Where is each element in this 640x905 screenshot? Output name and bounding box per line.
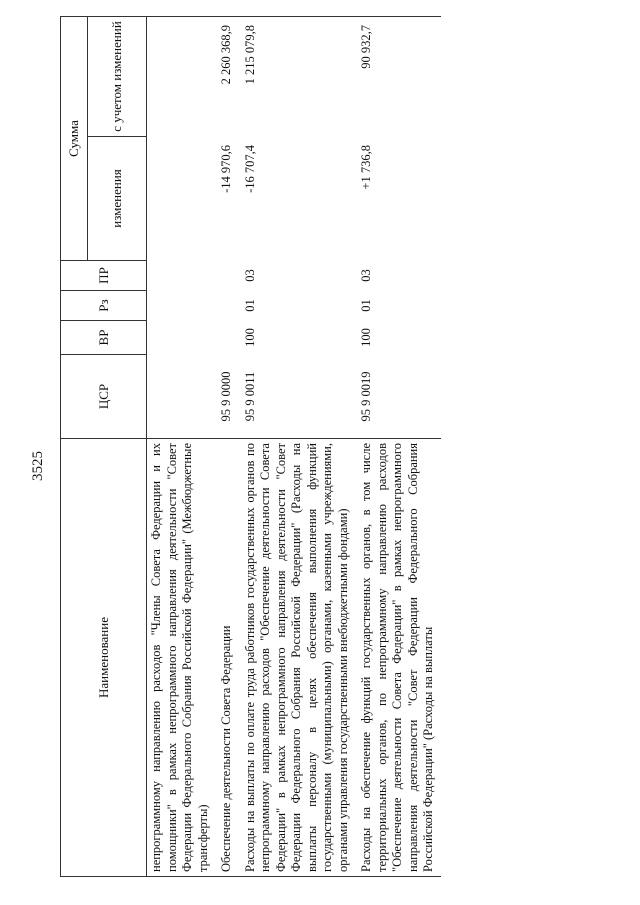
row-csr: 95 9 0000 [219,371,233,422]
row-change [147,137,216,261]
row-name: Обеспечение деятельности Совета Федерации [215,439,239,877]
header-sum: Сумма [61,17,88,261]
header-vr: ВР [61,321,147,355]
row-rz [215,291,239,321]
row-change: -14 970,6 [219,145,233,193]
row-csr [147,355,216,439]
row-pr [215,261,239,291]
budget-table [60,16,441,877]
row-rz: 01 [359,299,373,312]
row-rz [147,291,216,321]
row-csr: 95 9 0019 [359,371,373,422]
row-total [147,17,216,137]
page-number: 3525 [30,451,46,481]
row-pr: 03 [359,269,373,282]
header-changes: изменения [88,137,147,261]
row-total: 2 260 368,9 [215,17,239,137]
row-vr [147,321,216,355]
row-name: Расходы на обеспечение функций государственных органов, в том числе территориальных органов, по непрограммному направлению расходов "Обеспечение деятельности Совета Федерации" в рамках непрограммного направления деятельности "Совет Федерации Федерального Собрания Российской Федерации" (Расходы на выплаты [355,439,441,877]
row-pr [147,261,216,291]
row-rz: 01 [242,299,257,312]
row-change: -16 707,4 [242,145,257,193]
header-csr: ЦСР [61,355,147,439]
table-row [239,17,356,877]
table-row [355,17,441,877]
header-name: Наименование [61,439,147,877]
row-name: Расходы на выплаты по оплате труда работников государственных органов по непрограммному направлению расходов "Обеспечение деятельности Совета Федерации" в рамках непрограммного направления деятельности "Совет Федерации Федерального Собрания Российской Федерации" (Расходы на выплаты персоналу в целях обеспечения выполнения функций государственными (муниципальными) органами, казенными учреждениями, органами управления государственными внебюджетными фондами) [239,439,356,877]
header-rz: Рз [61,291,147,321]
row-vr [215,321,239,355]
row-total: 1 215 079,8 [239,17,356,137]
header-with-changes: с учетом изменений [88,17,147,137]
row-vr: 100 [242,328,257,347]
row-change: +1 736,8 [359,145,373,190]
table-row [147,17,216,877]
table-row [215,17,239,877]
row-total: 90 932,7 [355,17,441,137]
row-name: непрограммному направлению расходов "Члены Совета Федерации и их помощники" в рамках непрограммного направления деятельности "Совет Федерации Федерального Собрания Российской Федерации" (Межбюджетные трансферты) [147,439,216,877]
row-vr: 100 [359,328,373,347]
row-csr: 95 9 0011 [242,371,257,422]
header-pr: ПР [61,261,147,291]
row-pr: 03 [242,269,257,282]
